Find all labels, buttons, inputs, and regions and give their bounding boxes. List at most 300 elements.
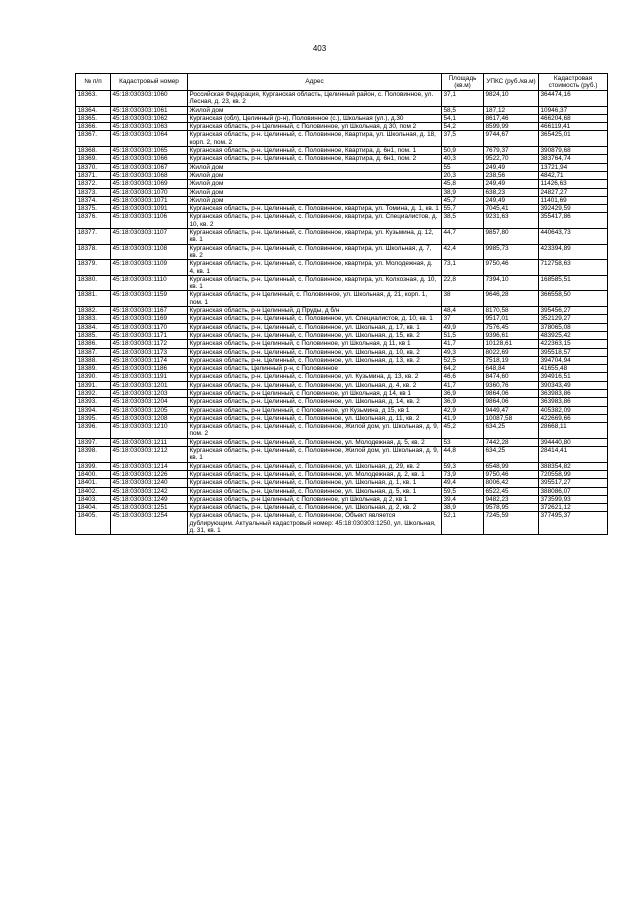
cell-num: 18390.: [76, 373, 111, 381]
cell-upks: 249,49: [484, 163, 539, 171]
cell-cadastral: 45:18:030303:1214: [111, 462, 188, 470]
cell-upks: 9646,28: [484, 291, 539, 307]
table-body: [76, 91, 608, 535]
cell-address: Жилой дом: [188, 171, 442, 179]
cell-address: Российская Федерация, Курганская область, Целинный район, с. Половинное, ул. Лесная, д. 23, кв. 2: [188, 91, 442, 107]
cell-upks: 8022,69: [484, 348, 539, 356]
cell-cost: 392429,59: [539, 205, 608, 213]
cell-cadastral: 45:18:030303:1110: [111, 275, 188, 291]
cell-upks: 9578,95: [484, 504, 539, 512]
cell-area: 42,9: [442, 406, 484, 414]
table-row: [76, 91, 608, 107]
cell-upks: 9864,06: [484, 398, 539, 406]
table-row: [76, 147, 608, 155]
cell-address: Курганская область, р-н Целинный, с. Половинное, ул. Школьная, д. 21, корп. 1, пом. 1: [188, 291, 442, 307]
cell-cadastral: 45:18:030303:1204: [111, 398, 188, 406]
table-row: [76, 447, 608, 463]
table-row: [76, 106, 608, 114]
cell-area: 44,8: [442, 447, 484, 463]
cell-address: Курганская область, р-н. Целинный, с. Половинное, Жилой дом, ул. Школьная, д. 9, пом. 2: [188, 423, 442, 439]
cell-address: Жилой дом: [188, 196, 442, 204]
cell-cadastral: 45:18:030303:1107: [111, 229, 188, 245]
table-row: [76, 512, 608, 535]
cell-cost: 364474,16: [539, 91, 608, 107]
table-row: [76, 123, 608, 131]
cell-num: 18383.: [76, 315, 111, 323]
table-row: [76, 229, 608, 245]
cell-address: Курганская область, р-н Целинный, с Половинное, ул Школьная, д 11, кв 1: [188, 340, 442, 348]
cell-upks: 638,23: [484, 188, 539, 196]
cell-cadastral: 45:18:030303:1061: [111, 106, 188, 114]
cell-cadastral: 45:18:030303:1211: [111, 438, 188, 446]
cell-cadastral: 45:18:030303:1186: [111, 365, 188, 373]
table-row: [76, 381, 608, 389]
cell-num: 18387.: [76, 348, 111, 356]
cell-cadastral: 45:18:030303:1201: [111, 381, 188, 389]
cell-address: Курганская область, р-н Целинный, с Половинное, ул Школьная, д 2, кв 1: [188, 495, 442, 503]
cell-address: Курганская область, р-н. Целинный, с. Половинное, ул. Школьная, д. 5, кв. 1: [188, 487, 442, 495]
table-row: [76, 244, 608, 260]
cell-cost: 390343,49: [539, 381, 608, 389]
cell-area: 40,3: [442, 155, 484, 163]
cell-cost: 28414,41: [539, 447, 608, 463]
cell-cost: 483925,42: [539, 331, 608, 339]
cell-area: 38,9: [442, 504, 484, 512]
cell-cadastral: 45:18:030303:1065: [111, 147, 188, 155]
cell-cost: 28668,11: [539, 423, 608, 439]
cell-num: 18364.: [76, 106, 111, 114]
cell-cadastral: 45:18:030303:1071: [111, 196, 188, 204]
cell-cadastral: 45:18:030303:1066: [111, 155, 188, 163]
cell-area: 42,4: [442, 244, 484, 260]
cell-upks: 7442,28: [484, 438, 539, 446]
cell-num: 18391.: [76, 381, 111, 389]
cell-address: Курганская область, р-н Целинный, с Половинное, ул Школьная, д 30, пом 2: [188, 123, 442, 131]
cell-cadastral: 45:18:030303:1064: [111, 131, 188, 147]
cell-cost: 720558,99: [539, 470, 608, 478]
cell-cadastral: 45:18:030303:1226: [111, 470, 188, 478]
cell-num: 18384.: [76, 323, 111, 331]
cell-area: 41,9: [442, 414, 484, 422]
cell-address: Жилой дом: [188, 106, 442, 114]
cell-upks: 238,56: [484, 171, 539, 179]
cell-cadastral: 45:18:030303:1169: [111, 315, 188, 323]
cell-cadastral: 45:18:030303:1208: [111, 414, 188, 422]
cell-cost: 24827,27: [539, 188, 608, 196]
cell-cadastral: 45:18:030303:1210: [111, 423, 188, 439]
cell-cost: 41655,48: [539, 365, 608, 373]
cell-upks: 9449,47: [484, 406, 539, 414]
cell-address: Курганская область, р-н. Целинный, с. Половинное, ул. Школьная, д. 15, кв. 2: [188, 331, 442, 339]
cell-cadastral: 45:18:030303:1060: [111, 91, 188, 107]
table-row: [76, 462, 608, 470]
cell-cost: 365425,01: [539, 131, 608, 147]
cell-cost: 378065,08: [539, 323, 608, 331]
cell-area: 59,5: [442, 487, 484, 495]
cell-cadastral: 45:18:030303:1251: [111, 504, 188, 512]
cell-area: 36,9: [442, 398, 484, 406]
cell-address: Курганская область, р-н. Целинный, с. Половинное, ул. Молодежная, д. 2, кв. 1: [188, 470, 442, 478]
header-cost: Кадастровая стоимость (руб.): [539, 74, 608, 91]
cell-num: 18398.: [76, 447, 111, 463]
table-row: [76, 260, 608, 276]
cell-area: 55: [442, 163, 484, 171]
header-upks: УПКС (руб./кв.м): [484, 74, 539, 91]
cell-upks: 9517,01: [484, 315, 539, 323]
cell-num: 18400.: [76, 470, 111, 478]
cell-cost: 352129,27: [539, 315, 608, 323]
table-row: [76, 291, 608, 307]
table-row: [76, 389, 608, 397]
cell-area: 38: [442, 291, 484, 307]
table-row: [76, 114, 608, 122]
cell-address: Курганская область, р-н. Целинный, с. Половинное, квартира, ул. Специалистов, д. 10, кв. 2: [188, 213, 442, 229]
cell-num: 18389.: [76, 365, 111, 373]
cell-area: 73,1: [442, 260, 484, 276]
table-row: [76, 438, 608, 446]
cell-address: Курганская область, р-н Целинный, с Половинное, ул Школьная, д 14, кв 1: [188, 389, 442, 397]
cell-upks: 8599,99: [484, 123, 539, 131]
cell-cadastral: 45:18:030303:1091: [111, 205, 188, 213]
table-row: [76, 348, 608, 356]
cell-address: Курганская область, р-н. Целинный, с. Половинное, квартира, ул. Колхозная, д. 10, кв. 1: [188, 275, 442, 291]
cell-num: 18372.: [76, 180, 111, 188]
table-row: [76, 414, 608, 422]
table-row: [76, 495, 608, 503]
cell-area: 54,1: [442, 114, 484, 122]
cell-num: 18403.: [76, 495, 111, 503]
cell-num: 18399.: [76, 462, 111, 470]
cell-cost: 390879,68: [539, 147, 608, 155]
cell-cost: 395517,27: [539, 479, 608, 487]
cell-upks: 249,49: [484, 180, 539, 188]
cell-area: 38,9: [442, 188, 484, 196]
cell-area: 51,5: [442, 331, 484, 339]
table-row: [76, 180, 608, 188]
cell-upks: 8474,60: [484, 373, 539, 381]
cell-cost: 712758,63: [539, 260, 608, 276]
cell-upks: 9360,76: [484, 381, 539, 389]
cell-num: 18370.: [76, 163, 111, 171]
cell-address: Курганская область, р-н. Целинный, с. Половинное, Жилой дом, ул. Школьная, д. 9, кв. 1: [188, 447, 442, 463]
cell-cost: 440643,73: [539, 229, 608, 245]
cell-num: 18375.: [76, 205, 111, 213]
table-row: [76, 365, 608, 373]
cell-upks: 6522,45: [484, 487, 539, 495]
cell-num: 18365.: [76, 114, 111, 122]
table-row: [76, 479, 608, 487]
cell-area: 50,9: [442, 147, 484, 155]
cell-cadastral: 45:18:030303:1070: [111, 188, 188, 196]
cell-cost: 394440,80: [539, 438, 608, 446]
cell-cost: 422363,15: [539, 340, 608, 348]
cell-cadastral: 45:18:030303:1191: [111, 373, 188, 381]
cell-address: Курганская область, р-н Целинный, д Пруды, д б/н: [188, 307, 442, 315]
table-row: [76, 487, 608, 495]
cell-upks: 8170,58: [484, 307, 539, 315]
cell-address: Курганская область, р-н. Целинный, с. Половинное, Квартира, д. 6н1, пом. 1: [188, 147, 442, 155]
cell-cadastral: 45:18:030303:1254: [111, 512, 188, 535]
cell-num: 18379.: [76, 260, 111, 276]
cell-upks: 9824,10: [484, 91, 539, 107]
cell-address: Курганская область, р-н Целинный, с Половинное, ул Кузьмина, д 15, кв 1: [188, 406, 442, 414]
cell-cost: 388086,07: [539, 487, 608, 495]
table-row: [76, 398, 608, 406]
cell-address: Курганская область, р-н. Целинный, с. Половинное, ул. Школьная, д. 29, кв. 2: [188, 462, 442, 470]
header-cadastral: Кадастровый номер: [111, 74, 188, 91]
cell-address: Курганская область, р-н. Целинный, с. Половинное, ул. Молодежная, д. 5, кв. 2: [188, 438, 442, 446]
cell-cost: 10946,37: [539, 106, 608, 114]
table-row: [76, 131, 608, 147]
cell-upks: 9985,73: [484, 244, 539, 260]
cell-upks: 648,84: [484, 365, 539, 373]
cell-cadastral: 45:18:030303:1063: [111, 123, 188, 131]
cell-num: 18404.: [76, 504, 111, 512]
cell-num: 18386.: [76, 340, 111, 348]
cell-address: Курганская область, р-н. Целинный, с. Половинное, Квартира, ул. Школьная, д. 18, корп. 2, пом. 2: [188, 131, 442, 147]
cell-cost: 395518,57: [539, 348, 608, 356]
cell-area: 45,7: [442, 196, 484, 204]
cell-cost: 394704,94: [539, 356, 608, 364]
cell-area: 41,7: [442, 381, 484, 389]
cell-cadastral: 45:18:030303:1109: [111, 260, 188, 276]
cell-cadastral: 45:18:030303:1171: [111, 331, 188, 339]
cell-cost: 373599,93: [539, 495, 608, 503]
cell-upks: 249,49: [484, 196, 539, 204]
cell-num: 18374.: [76, 196, 111, 204]
table-row: [76, 205, 608, 213]
cell-num: 18394.: [76, 406, 111, 414]
cell-num: 18397.: [76, 438, 111, 446]
cell-upks: 7245,59: [484, 512, 539, 535]
cell-address: Курганская область, р-н. Целинный, с. Половинное, квартира, ул. Школьная, д. 7, кв. 2: [188, 244, 442, 260]
cell-cadastral: 45:18:030303:1067: [111, 163, 188, 171]
cell-cost: 394916,51: [539, 373, 608, 381]
cell-upks: 9396,61: [484, 331, 539, 339]
cell-area: 37,5: [442, 131, 484, 147]
cell-cadastral: 45:18:030303:1173: [111, 348, 188, 356]
cell-cadastral: 45:18:030303:1172: [111, 340, 188, 348]
cell-upks: 9482,23: [484, 495, 539, 503]
cell-address: Курганская область, р-н. Целинный, с. Половинное, ул. Школьная, д. 1, кв. 1: [188, 479, 442, 487]
cell-num: 18363.: [76, 91, 111, 107]
cell-area: 55,7: [442, 205, 484, 213]
table-row: [76, 188, 608, 196]
cell-num: 18392.: [76, 389, 111, 397]
cell-cadastral: 45:18:030303:1108: [111, 244, 188, 260]
cell-area: 58,5: [442, 106, 484, 114]
table-row: [76, 331, 608, 339]
cell-address: Курганская область, Целинный р-н, с Половинное: [188, 365, 442, 373]
table-row: [76, 470, 608, 478]
table-row: [76, 315, 608, 323]
cell-upks: 7045,41: [484, 205, 539, 213]
table-row: [76, 340, 608, 348]
cell-upks: 187,12: [484, 106, 539, 114]
cell-num: 18366.: [76, 123, 111, 131]
cell-cadastral: 45:18:030303:1159: [111, 291, 188, 307]
cell-upks: 9744,67: [484, 131, 539, 147]
cell-cost: 466119,41: [539, 123, 608, 131]
cell-cost: 363983,86: [539, 398, 608, 406]
cell-num: 18381.: [76, 291, 111, 307]
cell-cadastral: 45:18:030303:1203: [111, 389, 188, 397]
header-num: № п/п: [76, 74, 111, 91]
cell-area: 54,2: [442, 123, 484, 131]
cell-address: Курганская область, р-н. Целинный, с. Половинное, Объект является дублирующим. Актуальный кадастровый номер: 45:18:030303:1250, ул. Школьная, д. 31, кв. 1: [188, 512, 442, 535]
cell-upks: 9750,46: [484, 260, 539, 276]
cell-num: 18395.: [76, 414, 111, 422]
cell-cadastral: 45:18:030303:1106: [111, 213, 188, 229]
cell-address: Курганская область, р-н. Целинный, с. Половинное, ул. Школьная, д. 4, кв. 2: [188, 381, 442, 389]
cell-upks: 6548,99: [484, 462, 539, 470]
cell-area: 49,9: [442, 323, 484, 331]
cell-cost: 405382,09: [539, 406, 608, 414]
cell-cost: 366558,50: [539, 291, 608, 307]
cell-num: 18376.: [76, 213, 111, 229]
cell-address: Курганская область, р-н. Целинный, с. Половинное, квартира, ул. Томина, д. 1, кв. 1: [188, 205, 442, 213]
cell-upks: 9857,80: [484, 229, 539, 245]
cell-area: 20,3: [442, 171, 484, 179]
cell-upks: 634,25: [484, 447, 539, 463]
cell-cost: 383764,74: [539, 155, 608, 163]
cell-cadastral: 45:18:030303:1242: [111, 487, 188, 495]
cell-address: Курганская область, р-н. Целинный, с. Половинное, квартира, ул. Кузьмина, д. 12, кв. 1: [188, 229, 442, 245]
cell-upks: 7394,10: [484, 275, 539, 291]
cell-upks: 9864,06: [484, 389, 539, 397]
cell-upks: 634,25: [484, 423, 539, 439]
cell-area: 41,7: [442, 340, 484, 348]
cell-address: Курганская область, р-н. Целинный, с. Половинное, ул. Специалистов, д. 10, кв. 1: [188, 315, 442, 323]
cell-cost: 372621,12: [539, 504, 608, 512]
cell-cadastral: 45:18:030303:1205: [111, 406, 188, 414]
cell-address: Курганская область, р-н. Целинный, с. Половинное, ул. Школьная, д. 2, кв. 2: [188, 504, 442, 512]
cell-num: 18378.: [76, 244, 111, 260]
cell-cost: 363983,86: [539, 389, 608, 397]
cell-area: 44,7: [442, 229, 484, 245]
cell-num: 18385.: [76, 331, 111, 339]
table-row: [76, 196, 608, 204]
cell-area: 39,4: [442, 495, 484, 503]
cell-area: 45,8: [442, 180, 484, 188]
cell-cadastral: 45:18:030303:1212: [111, 447, 188, 463]
cell-area: 37,1: [442, 91, 484, 107]
cell-area: 22,8: [442, 275, 484, 291]
header-address: Адрес: [188, 74, 442, 91]
cell-cost: 466204,68: [539, 114, 608, 122]
cell-area: 59,3: [442, 462, 484, 470]
cell-cost: 395456,27: [539, 307, 608, 315]
cell-cost: 355417,86: [539, 213, 608, 229]
table-row: [76, 213, 608, 229]
cell-num: 18382.: [76, 307, 111, 315]
cell-area: 52,5: [442, 356, 484, 364]
table-row: [76, 406, 608, 414]
cell-cadastral: 45:18:030303:1167: [111, 307, 188, 315]
cell-upks: 9231,63: [484, 213, 539, 229]
cell-cost: 388354,82: [539, 462, 608, 470]
cell-upks: 7679,37: [484, 147, 539, 155]
cell-num: 18377.: [76, 229, 111, 245]
cell-area: 49,4: [442, 479, 484, 487]
cell-upks: 7518,19: [484, 356, 539, 364]
table-row: [76, 155, 608, 163]
cell-area: 38,5: [442, 213, 484, 229]
cell-cost: 11401,69: [539, 196, 608, 204]
cell-address: Курганская область, р-н. Целинный, с. Половинное, квартира, ул. Молодежная, д. 4, кв. 1: [188, 260, 442, 276]
cell-num: 18396.: [76, 423, 111, 439]
cell-address: Курганская область, р-н. Целинный, с. Половинное, ул. Школьная, д. 11, кв. 2: [188, 414, 442, 422]
cell-upks: 9522,70: [484, 155, 539, 163]
cell-cost: 422669,66: [539, 414, 608, 422]
cell-upks: 10087,58: [484, 414, 539, 422]
cell-cadastral: 45:18:030303:1068: [111, 171, 188, 179]
cell-cost: 377495,37: [539, 512, 608, 535]
cell-address: Курганская область, р-н. Целинный, с. Половинное, ул. Школьная, д. 14, кв. 2: [188, 398, 442, 406]
table-row: [76, 163, 608, 171]
cell-address: Курганская область, р-н. Целинный, с. Половинное, ул. Кузьмина, д. 13, кв. 2: [188, 373, 442, 381]
cell-cost: 168585,51: [539, 275, 608, 291]
cell-address: Жилой дом: [188, 163, 442, 171]
cell-cadastral: 45:18:030303:1249: [111, 495, 188, 503]
cell-address: Жилой дом: [188, 188, 442, 196]
page-number: 403: [312, 44, 327, 53]
cell-cost: 4842,71: [539, 171, 608, 179]
cell-num: 18369.: [76, 155, 111, 163]
table-header-row: [76, 74, 608, 91]
cell-num: 18368.: [76, 147, 111, 155]
cell-address: Жилой дом: [188, 180, 442, 188]
cell-upks: 8617,46: [484, 114, 539, 122]
cell-area: 45,2: [442, 423, 484, 439]
table-row: [76, 356, 608, 364]
cell-upks: 7576,45: [484, 323, 539, 331]
table-row: [76, 323, 608, 331]
cell-cadastral: 45:18:030303:1069: [111, 180, 188, 188]
cell-cadastral: 45:18:030303:1062: [111, 114, 188, 122]
cell-num: 18373.: [76, 188, 111, 196]
cell-area: 37: [442, 315, 484, 323]
cell-cadastral: 45:18:030303:1174: [111, 356, 188, 364]
cell-address: Курганская область, р-н. Целинный, с. Половинное, Квартира, д. 6н1, пом. 2: [188, 155, 442, 163]
header-area: Площадь (кв.м): [442, 74, 484, 91]
cell-upks: 8006,42: [484, 479, 539, 487]
cell-cost: 423394,89: [539, 244, 608, 260]
cell-address: Курганская область, р-н. Целинный, с. Половинное, ул. Школьная, д. 13, кв. 2: [188, 356, 442, 364]
cell-upks: 10128,61: [484, 340, 539, 348]
cell-area: 73,9: [442, 470, 484, 478]
table-row: [76, 275, 608, 291]
cell-address: Курганская область, р-н. Целинный, с. Половинное, ул. Школьная, д. 10, кв. 2: [188, 348, 442, 356]
cell-cost: 13721,94: [539, 163, 608, 171]
cell-area: 48,4: [442, 307, 484, 315]
cell-address: Курганская область, р-н. Целинный, с. Половинное, ул. Школьная, д. 17, кв. 1: [188, 323, 442, 331]
cell-cadastral: 45:18:030303:1240: [111, 479, 188, 487]
table-row: [76, 307, 608, 315]
cell-num: 18401.: [76, 479, 111, 487]
cell-upks: 9750,46: [484, 470, 539, 478]
table-row: [76, 171, 608, 179]
table-row: [76, 504, 608, 512]
cell-num: 18367.: [76, 131, 111, 147]
table-row: [76, 373, 608, 381]
cell-cost: 11426,63: [539, 180, 608, 188]
cell-area: 64,2: [442, 365, 484, 373]
cell-num: 18371.: [76, 171, 111, 179]
cell-num: 18402.: [76, 487, 111, 495]
cell-cadastral: 45:18:030303:1170: [111, 323, 188, 331]
cell-area: 53: [442, 438, 484, 446]
